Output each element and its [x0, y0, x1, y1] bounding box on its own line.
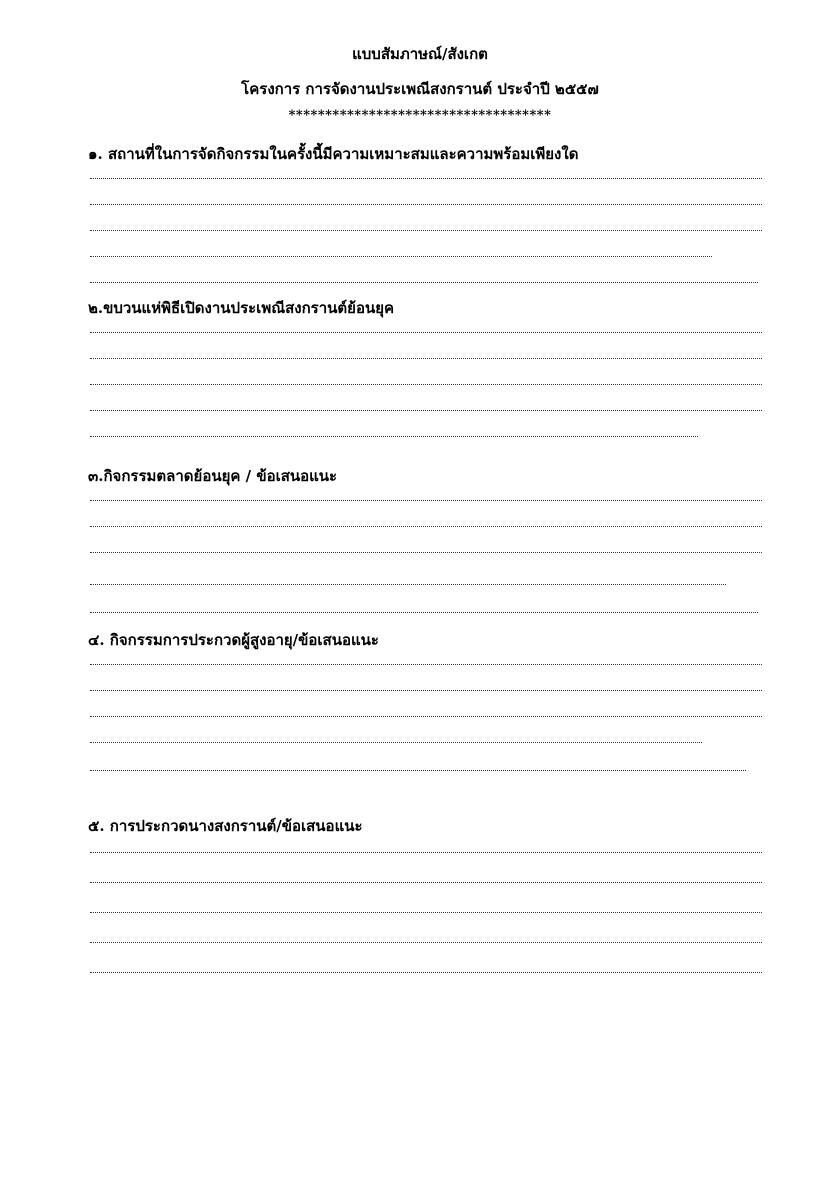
answer-line[interactable] — [90, 202, 762, 205]
answer-line[interactable] — [90, 330, 762, 333]
answer-line[interactable] — [90, 228, 762, 231]
question-1-label: ๑. สถานที่ในการจัดกิจกรรมในครั้งนี้มีความเหมาะสมและความพร้อมเพียงใด — [88, 145, 579, 163]
answer-line[interactable] — [90, 610, 758, 613]
question-2-label: ๒.ขบวนแห่พิธีเปิดงานประเพณีสงกรานต์ย้อนยุค — [88, 299, 395, 317]
answer-line[interactable] — [90, 254, 712, 257]
form-title: แบบสัมภาษณ์/สังเกต — [352, 45, 488, 63]
answer-line[interactable] — [90, 280, 758, 283]
answer-line[interactable] — [90, 910, 762, 913]
answer-line[interactable] — [90, 850, 762, 853]
answer-line[interactable] — [90, 498, 762, 501]
question-3-label: ๓.กิจกรรมตลาดย้อนยุค / ข้อเสนอแนะ — [88, 467, 338, 485]
separator: ************************************ — [288, 108, 552, 123]
answer-line[interactable] — [90, 880, 762, 883]
answer-line[interactable] — [90, 740, 702, 743]
answer-line[interactable] — [90, 408, 762, 411]
answer-line[interactable] — [90, 688, 762, 691]
answer-line[interactable] — [90, 434, 698, 437]
answer-line[interactable] — [90, 662, 762, 665]
answer-line[interactable] — [90, 940, 762, 943]
form-subtitle: โครงการ การจัดงานประเพณีสงกรานต์ ประจำปี ๒๕๕๗ — [241, 80, 599, 98]
answer-line[interactable] — [90, 714, 762, 717]
answer-line[interactable] — [90, 382, 762, 385]
answer-line[interactable] — [90, 970, 762, 973]
answer-line[interactable] — [90, 524, 762, 527]
answer-line[interactable] — [90, 356, 762, 359]
answer-line[interactable] — [90, 550, 762, 553]
question-5-label: ๕. การประกวดนางสงกรานต์/ข้อเสนอแนะ — [88, 817, 363, 835]
answer-line[interactable] — [90, 582, 726, 585]
question-4-label: ๔. กิจกรรมการประกวดผู้สูงอายุ/ข้อเสนอแนะ — [88, 631, 379, 649]
answer-line[interactable] — [90, 768, 746, 771]
answer-line[interactable] — [90, 176, 762, 179]
